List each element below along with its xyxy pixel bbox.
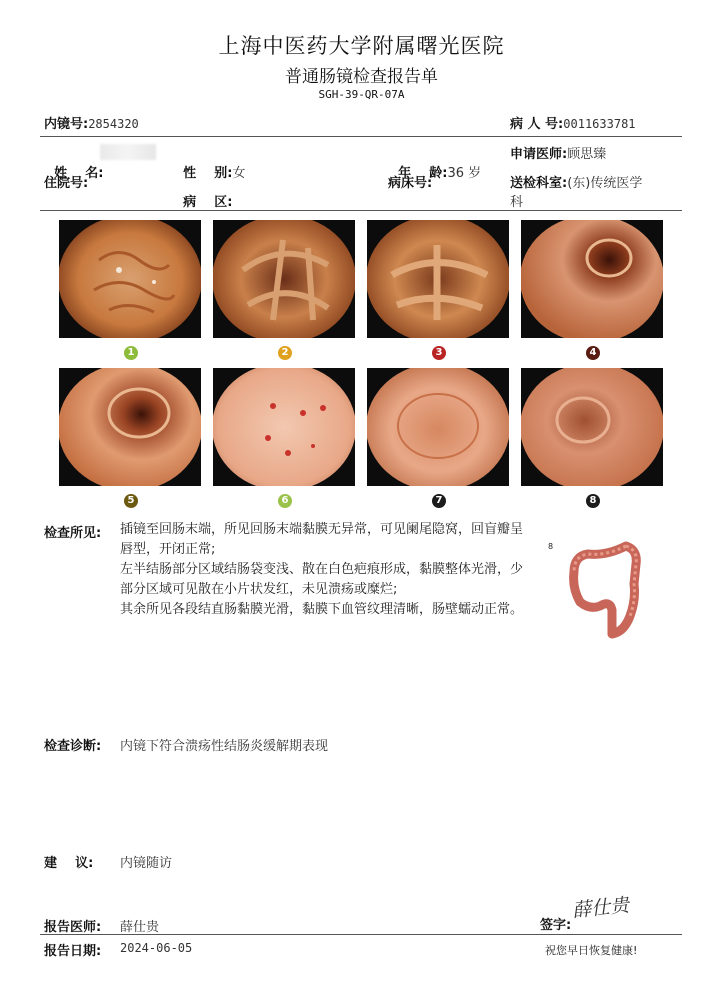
age-label: 年 龄: [398,166,448,181]
report-title: 普通肠镜检查报告单 [285,67,438,87]
advice-label: 建 议: [44,856,94,871]
bed-label: 病床号: [388,176,433,191]
signature-image: 薛仕贵 [571,894,631,922]
form-code: SGH-39-QR-07A [318,88,405,101]
doctor-label: 申请医师: [510,147,568,162]
patient-no-value: 0011633781 [563,117,636,131]
divider-patient [40,210,682,211]
endoscopy-image-3[interactable] [367,220,509,338]
bed-row [388,172,432,191]
image-number-5: 5 [124,494,138,508]
endoscopy-image-4[interactable] [521,220,663,338]
image-number-6: 6 [278,494,292,508]
ward-row [173,172,232,210]
report-doctor-label: 报告医师: [44,920,102,935]
hospital-name: 上海中医药大学附属曙光医院 [218,34,505,58]
report-date-label: 报告日期: [44,944,102,959]
image-number-8: 8 [586,494,600,508]
dept-value-line2: 科 [510,195,524,210]
endoscopy-image-5[interactable] [59,368,201,486]
findings-paragraph-2: 左半结肠部分区域结肠袋变浅、散在白色疤痕形成，黏膜整体光滑，少部分区域可见散在小片状发红，未见溃疡或糜烂; [120,562,524,597]
divider-top [40,136,682,137]
patient-no-row [510,113,636,132]
sex-value: 女 [232,166,246,181]
diagnosis-label: 检查诊断: [44,739,102,754]
scope-no-row [44,113,139,132]
advice-text: 内镜随访 [120,856,173,871]
divider-footer [40,934,682,935]
image-number-1: 1 [124,346,138,360]
name-label: 姓 名: [54,166,104,181]
wish-text: 祝您早日恢复健康! [545,944,638,957]
image-number-4: 4 [586,346,600,360]
endoscopy-image-8[interactable] [521,368,663,486]
report-date-value: 2024-06-05 [120,941,193,955]
inpatient-label: 住院号: [44,176,89,191]
endoscopy-image-1[interactable] [59,220,201,338]
image-number-7: 7 [432,494,446,508]
doctor-value: 顾思臻 [567,147,607,162]
scope-no-value: 2854320 [88,117,139,131]
endoscopy-image-7[interactable] [367,368,509,486]
dept-row [510,172,642,191]
findings-paragraph-3: 其余所见各段结直肠黏膜光滑，黏膜下血管纹理清晰，肠壁蠕动正常。 [120,602,524,617]
findings-paragraph-1: 插镜至回肠末端，所见回肠末端黏膜无异常，可见阑尾隐窝，回盲瓣呈唇型，开闭正常; [120,522,524,557]
diagram-marker: 8 [548,542,554,551]
report-doctor-value: 薛仕贵 [120,920,160,935]
diagnosis-text: 内镜下符合溃疡性结肠炎缓解期表现 [120,739,329,754]
colon-diagram [566,540,646,648]
image-number-2: 2 [278,346,292,360]
scope-no-label: 内镜号: [44,117,89,132]
doctor-row [510,143,606,162]
dept-label: 送检科室: [510,176,568,191]
findings-label: 检查所见: [44,526,102,541]
inpatient-row [44,172,88,191]
findings-text [120,520,530,620]
sex-label: 性 别: [183,166,233,181]
endoscopy-image-6[interactable] [213,368,355,486]
image-number-3: 3 [432,346,446,360]
signature-label: 签字: [540,918,572,933]
endoscopy-image-2[interactable] [213,220,355,338]
age-value: 36 岁 [447,166,482,181]
redacted-name [100,144,156,160]
patient-no-label: 病 人 号: [510,117,564,132]
ward-label: 病 区: [183,195,233,210]
dept-value-line1: (东)传统医学 [567,176,643,191]
